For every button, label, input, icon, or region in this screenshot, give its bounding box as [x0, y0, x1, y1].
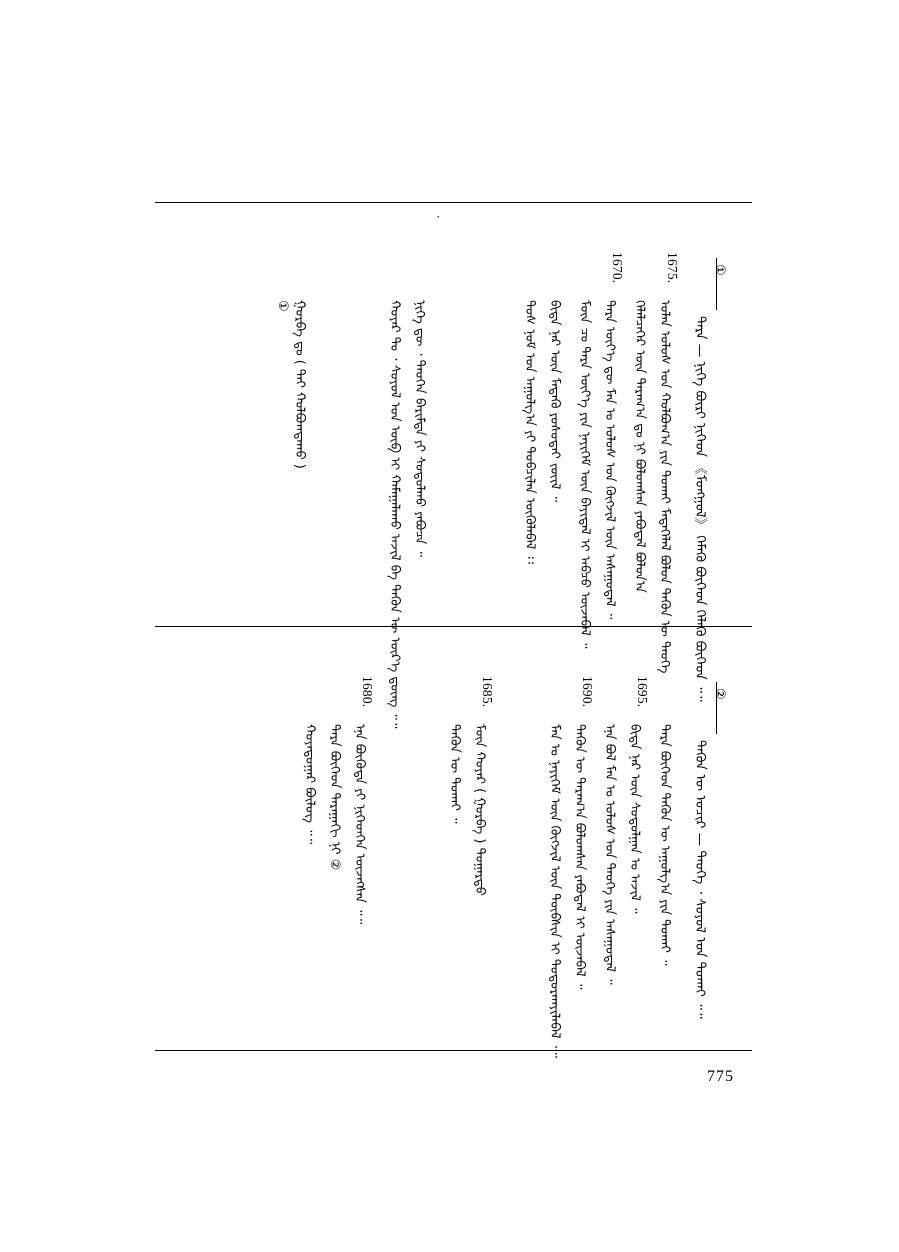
heading-rule-upper: [716, 258, 717, 310]
text-line: ᠮᠥᠨ ᠴᠤ ᠲᠡᠷᠡ ᠦᠶ᠎ᠡ ᠶᠢᠨ ᠨᠡᠶᠢᠭᠡᠮ ᠦᠨ ᠪᠠᠶᠢᠳᠠᠯ ᠢ ᠠᠪᠴᠤ ᠦᠵᠡᠪᠡᠯ ᠃: [577, 300, 592, 649]
horizontal-rule-bottom: [155, 1050, 752, 1051]
text-line: ᠮᠥᠨ ᠬᠣᠶᠠᠷ ( ᠭᠤᠷᠪᠠ ) ᠳᠤᠭᠠᠷᠲᠤ: [472, 724, 487, 896]
text-line: ᠪᠢᠳᠡ ᠨᠡᠷ ᠦᠨ ᠮᠡᠳᠡᠬᠦ ᠶᠣᠰᠣᠲᠠᠢ ᠵᠦᠢᠯ ᠃: [547, 300, 562, 503]
section-mark-upper: ①: [712, 264, 727, 276]
panel-upper-heading: ᠲᠡᠷᠡ — ᠨᠢᠭᠡ ᠪᠦᠷᠢ ᠨᠢᠭᠡᠳ 《ᠮᠣᠩᠭᠣᠯ》 ᠬᠡᠮᠡᠬᠦ ᠪᠥᠭᠡᠳ ᠬᠡᠯᠡᠬᠦ ᠪᠥᠭᠡᠳ ᠃᠃: [692, 316, 708, 702]
text-line: ᠭᠤᠷᠪᠠ ᠳᠤ ( ᠲᠠᠢ ᠬᠣᠯᠪᠣᠭᠳᠠᠬᠤ ): [292, 300, 307, 469]
line-number: 1680.: [360, 676, 375, 708]
dot-mark: ·: [436, 209, 441, 224]
text-line: ①: [275, 300, 290, 313]
heading-rule-lower: [716, 682, 717, 734]
page-folio: 775: [707, 1068, 734, 1085]
text-line: ᠲᠡᠷᠡ ᠦᠶ᠎ᠡ ᠳᠦ ᠮᠠᠨ ᠤ ᠤᠯᠤᠰ ᠤᠨ ᠬᠥᠭᠵᠢᠯ ᠦᠨ ᠠᠰᠠᠭᠤᠳᠠᠯ ᠃: [602, 300, 617, 620]
text-line: ᠲᠡᠭᠦᠨ ᠦ ᠳᠠᠷᠠᠭ᠎ᠠ ᠪᠣᠯᠤᠭᠰᠠᠨ ᠶᠠᠪᠤᠳᠠᠯ ᠢ ᠦᠵᠡᠪᠡᠯ ᠃: [572, 724, 587, 990]
text-line: ᠨᠢᠭᠡ ᠳᠦ ᠂ ᠲᠡᠦᠬᠡᠨ ᠪᠠᠷᠢᠮᠲᠠ ᠶᠢ ᠰᠤᠳᠤᠯᠬᠤ ᠶᠠᠪᠤᠴᠠ ᠃: [412, 300, 427, 558]
text-line: ᠡᠨᠡ ᠪᠣᠯ ᠮᠠᠨ ᠤ ᠤᠯᠤᠰ ᠤᠨ ᠲᠡᠦᠬᠡ ᠶᠢᠨ ᠠᠰᠠᠭᠤᠳᠠᠯ ᠃: [602, 724, 617, 985]
text-line: ᠲᠡᠷᠡ ᠪᠥᠭᠡᠳ ᠲᠡᠭᠦᠨ ᠦ ᠠᠭᠤᠯᠭ᠎ᠠ ᠶᠢᠨ ᠲᠤᠬᠠᠢ ᠃: [657, 724, 672, 966]
text-line: ᠬᠡᠯᠡᠯᠴᠡᠭᠡᠷ ᠦᠨ ᠳᠠᠷᠠᠭ᠎ᠠ ᠳᠤ ᠨᠢ ᠪᠣᠯᠤᠭᠰᠠᠨ ᠶᠠᠪᠤᠳᠠᠯ ᠪᠣᠯᠤᠨ᠎ᠠ: [632, 300, 647, 593]
line-number: 1675.: [665, 252, 680, 284]
text-line: ᠲᠡᠷᠡ ᠪᠥᠭᠡᠳ ᠳᠠᠷᠠᠭᠠᠬᠢ ᠨᠢ ②: [327, 724, 342, 871]
line-number: 1695.: [635, 676, 650, 708]
text-line: ᠪᠢᠳᠡ ᠨᠡᠷ ᠦᠨ ᠰᠤᠳᠤᠯᠭᠠᠨ ᠤ ᠠᠵᠢᠯ ᠃: [627, 724, 642, 914]
text-line: ᠲᠡᠭᠦᠨ ᠦ ᠲᠤᠬᠠᠢ ᠃: [447, 724, 462, 824]
line-number: 1685.: [480, 676, 495, 708]
line-number: 1670.: [610, 252, 625, 284]
line-number: 1690.: [580, 676, 595, 708]
text-line: ᠬᠣᠶᠠᠷ ᠲᠤ ᠂ ᠰᠤᠶᠤᠯ ᠤᠨ ᠥᠪ ᠢ ᠬᠠᠮᠠᠭᠠᠯᠠᠬᠤ ᠠᠵᠢᠯ ᠪᠠ ᠲᠡᠭᠦᠨ ᠦ ᠦᠷ᠎ᠡ ᠳ᠋ᠦᠩ ᠃᠃: [387, 300, 402, 729]
text-line: ᠡᠨᠡ ᠪᠥᠭᠦᠳᠡ ᠶᠢ ᠨᠢᠭᠡᠳᠬᠡᠨ ᠦᠵᠡᠭᠰᠡᠨ ᠃᠃: [352, 724, 367, 925]
text-line: ᠲᠤᠰ ᠨᠣᠮ ᠤᠨ ᠠᠭᠤᠯᠭ᠎ᠠ ᠶᠢ ᠲᠣᠪᠴᠢᠯᠠᠨ ᠥᠭᠦᠯᠡᠪᠡᠯ ᠄᠄: [522, 300, 537, 565]
horizontal-rule-top: [155, 202, 752, 203]
panel-lower-heading: ᠲᠡᠭᠦᠨ ᠦ ᠤᠴᠢᠷ — ᠲᠡᠦᠬᠡ ᠂ ᠰᠤᠶᠤᠯ ᠤᠨ ᠲᠤᠬᠠᠢ ᠃᠃: [692, 740, 708, 1019]
text-line: ᠬᠣᠶᠠᠳᠤᠭᠠᠷ ᠪᠦᠯᠦᠭ ᠃᠃: [302, 724, 317, 845]
text-line: ᠮᠠᠨ ᠤ ᠨᠡᠶᠢᠭᠡᠮ ᠦᠨ ᠬᠥᠭᠵᠢᠯ ᠦᠨ ᠲᠦᠪᠰᠢᠨ ᠢ ᠲᠣᠳᠣᠷᠬᠠᠶᠢᠯᠠᠪᠠᠯ ᠁: [547, 724, 562, 1058]
text-line: ᠣᠯᠠᠨ ᠤᠯᠤᠰ ᠤᠨ ᠬᠣᠯᠪᠣᠭ᠎ᠠ ᠶᠢᠨ ᠲᠤᠬᠠᠢ ᠮᠡᠳᠡᠭᠡᠯᠡᠯ ᠪᠣᠯᠤᠨ ᠲᠡᠭᠦᠨ ᠦ ᠲᠡᠦᠬᠡ: [657, 300, 672, 674]
section-mark-lower: ②: [712, 688, 727, 700]
